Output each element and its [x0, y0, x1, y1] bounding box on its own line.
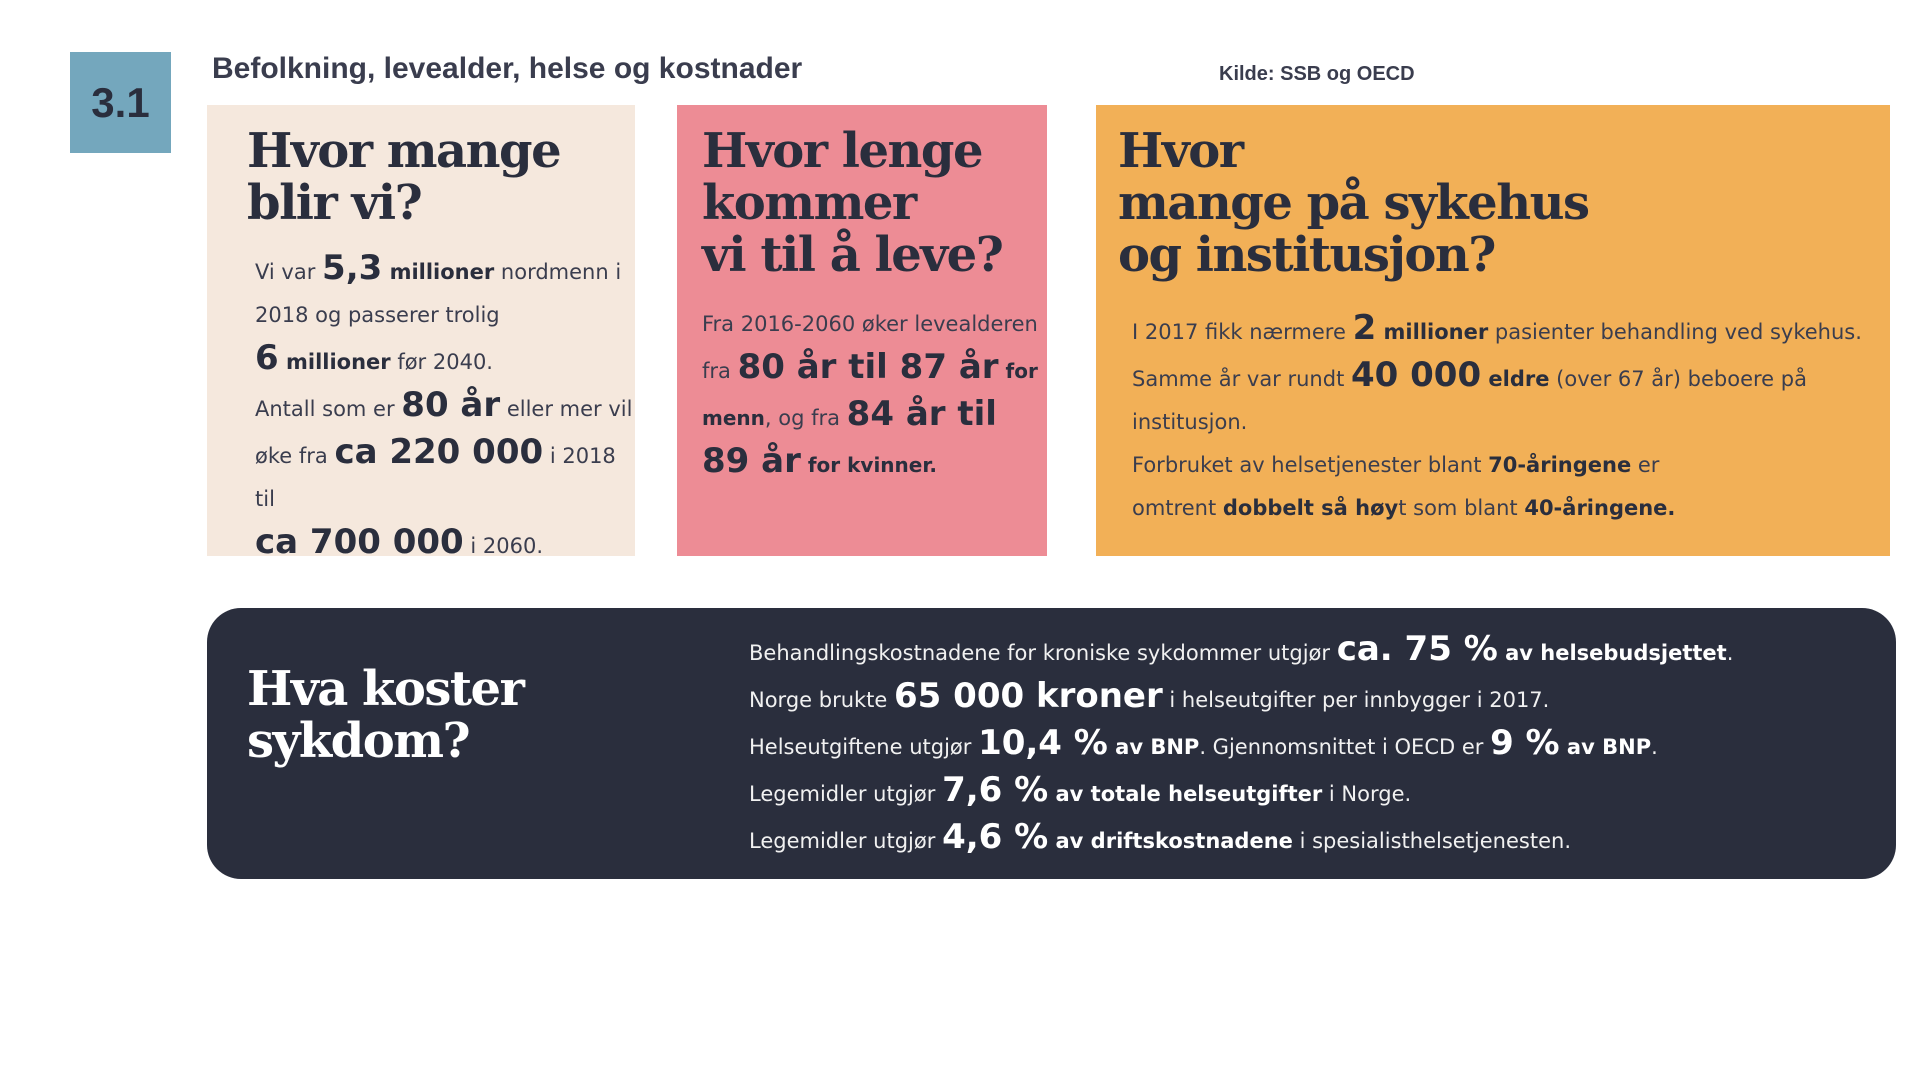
- highlight-number: ca 700 000: [255, 522, 464, 562]
- highlight-number: 2: [1352, 308, 1377, 348]
- body-line: [749, 722, 1733, 769]
- highlight-number: 84 år til: [846, 394, 997, 434]
- text: .: [1726, 641, 1734, 665]
- lifespan-card-title: [702, 125, 1047, 281]
- body-line: [255, 247, 635, 294]
- body-line: [255, 294, 635, 337]
- text: fra: [702, 359, 738, 383]
- highlight-number: 6: [255, 338, 279, 378]
- text: i Norge.: [1322, 782, 1412, 806]
- title-line: vi til å leve?: [702, 227, 1003, 283]
- hospital-card-body: [1132, 307, 1890, 530]
- title-line: Hva koster: [247, 661, 524, 717]
- body-line: [1132, 444, 1890, 487]
- title-line: mange på sykehus: [1118, 175, 1589, 231]
- hospital-card: [1096, 105, 1890, 556]
- highlight-number: 89 år: [702, 441, 801, 481]
- hospital-card-title: [1118, 125, 1890, 281]
- text: Helseutgiftene utgjør: [749, 735, 979, 759]
- highlight-number: 40 000: [1350, 355, 1482, 395]
- text: eller mer vil: [500, 397, 633, 421]
- cost-card: [207, 608, 1896, 879]
- text: Norge brukte: [749, 688, 895, 712]
- highlight-number: 4,6 %: [942, 817, 1049, 857]
- section-number-badge: [70, 52, 171, 153]
- body-line: [749, 675, 1733, 722]
- text: Fra 2016-2060 øker levealderen: [702, 312, 1038, 336]
- population-card-body: [255, 247, 635, 568]
- text: Samme år var rundt: [1132, 367, 1351, 391]
- cost-card-body: [749, 628, 1733, 863]
- text: øke fra: [255, 444, 335, 468]
- text: i 2060.: [463, 534, 544, 558]
- bold-text: millioner: [1376, 320, 1489, 344]
- bold-text: av BNP: [1559, 735, 1652, 759]
- body-line: [749, 816, 1733, 863]
- highlight-number: 65 000 kroner: [894, 676, 1163, 716]
- body-line: [702, 346, 1047, 393]
- source-label: Kilde: SSB og OECD: [1219, 63, 1415, 85]
- title-line: blir vi?: [247, 175, 422, 231]
- text: t som blant: [1398, 496, 1525, 520]
- bold-text: av helsebudsjettet: [1497, 641, 1727, 665]
- body-line: [255, 431, 635, 521]
- body-line: [749, 769, 1733, 816]
- bold-text: av totale helseutgifter: [1048, 782, 1323, 806]
- bold-text: av BNP: [1107, 735, 1200, 759]
- text: 2018 og passerer trolig: [255, 303, 500, 327]
- body-line: [1132, 354, 1890, 444]
- bold-text: av driftskostnadene: [1048, 829, 1293, 853]
- text: i 2018 til: [255, 444, 616, 511]
- body-line: [1132, 307, 1890, 354]
- bold-text: 40-åringene.: [1524, 496, 1676, 520]
- body-line: [1132, 487, 1890, 530]
- highlight-number: 80 år: [401, 385, 501, 425]
- highlight-number: 9 %: [1490, 723, 1560, 763]
- body-line: [255, 521, 635, 568]
- text: pasienter behandling ved sykehus.: [1488, 320, 1862, 344]
- highlight-number: 5,3: [322, 248, 383, 288]
- text: .: [1651, 735, 1658, 759]
- population-card: [207, 105, 635, 562]
- title-line: Hvor: [1118, 123, 1243, 179]
- cost-card-title: [247, 663, 523, 767]
- bold-text: for: [998, 359, 1038, 383]
- highlight-number: ca. 75 %: [1336, 629, 1498, 669]
- text: . Gjennomsnittet i OECD er: [1199, 735, 1491, 759]
- text: I 2017 fikk nærmere: [1132, 320, 1353, 344]
- bold-text: for kvinner.: [800, 453, 937, 477]
- lifespan-card-body: [702, 303, 1047, 487]
- text: Antall som er: [255, 397, 402, 421]
- text: Behandlingskostnadene for kroniske sykdommer utgjør: [749, 641, 1337, 665]
- text: i helseutgifter per innbygger i 2017.: [1162, 688, 1550, 712]
- body-line: [749, 628, 1733, 675]
- body-line: [702, 393, 1047, 440]
- text: (over 67 år) beboere på institusjon.: [1132, 367, 1807, 434]
- population-card-title: [247, 125, 635, 229]
- text: Vi var: [255, 260, 323, 284]
- lifespan-card: [677, 105, 1047, 556]
- title-line: Hvor lenge: [702, 123, 983, 179]
- text: i spesialisthelsetjenesten.: [1292, 829, 1571, 853]
- bold-text: 70-åringene: [1488, 453, 1632, 477]
- text: Legemidler utgjør: [749, 782, 943, 806]
- section-number: 3.1: [91, 78, 150, 126]
- body-line: [255, 337, 635, 384]
- highlight-number: ca 220 000: [334, 432, 544, 472]
- title-line: Hvor mange: [247, 123, 561, 179]
- highlight-number: 80 år til 87 år: [737, 347, 999, 387]
- text: omtrent: [1132, 496, 1223, 520]
- highlight-number: 7,6 %: [942, 770, 1049, 810]
- body-line: [702, 440, 1047, 487]
- bold-text: menn: [702, 406, 765, 430]
- text: er: [1631, 453, 1660, 477]
- title-line: sykdom?: [247, 713, 470, 769]
- text: nordmenn i: [494, 260, 622, 284]
- title-line: og institusjon?: [1118, 227, 1495, 283]
- title-line: kommer: [702, 175, 916, 231]
- body-line: [702, 303, 1047, 346]
- bold-text: eldre: [1481, 367, 1550, 391]
- body-line: [255, 384, 635, 431]
- highlight-number: 10,4 %: [978, 723, 1108, 763]
- text: før 2040.: [390, 350, 493, 374]
- bold-text: millioner: [278, 350, 391, 374]
- bold-text: dobbelt så høy: [1222, 496, 1399, 520]
- text: Forbruket av helsetjenester blant: [1132, 453, 1489, 477]
- bold-text: millioner: [382, 260, 495, 284]
- page-title: Befolkning, levealder, helse og kostnader: [212, 52, 803, 85]
- text: , og fra: [764, 406, 847, 430]
- text: Legemidler utgjør: [749, 829, 943, 853]
